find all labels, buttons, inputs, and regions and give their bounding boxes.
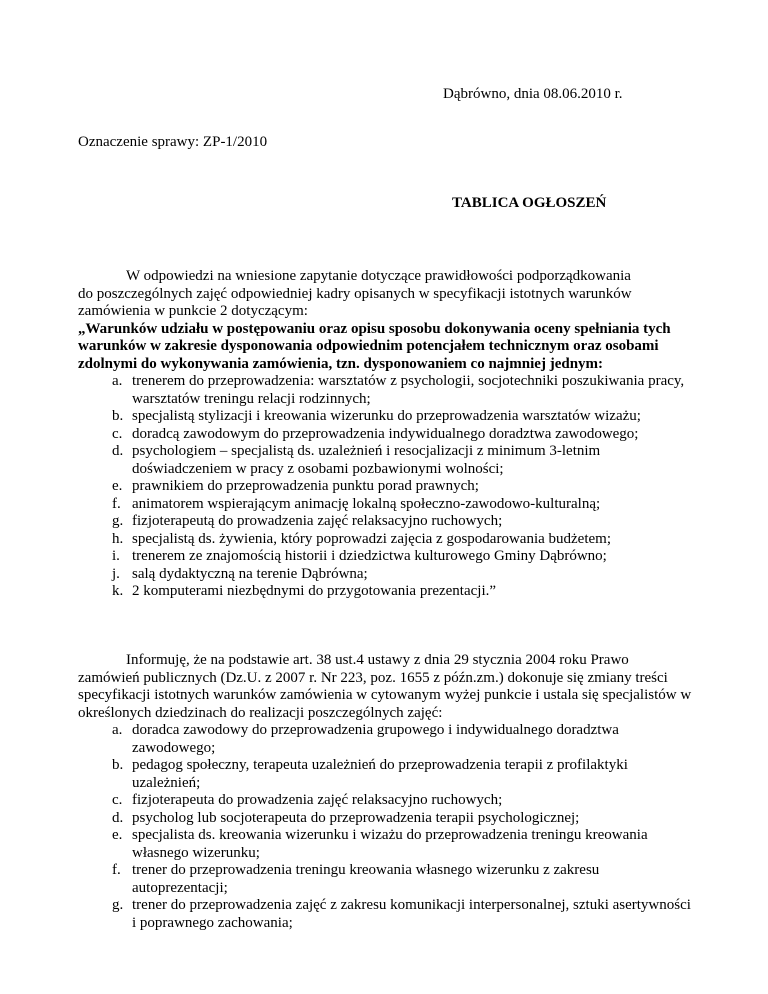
list-letter: k. [112,583,124,599]
list-text: doradca zawodowy do przeprowadzenia grupowego i indywidualnego doradztwa zawodowego; [132,722,619,756]
intro-paragraph [78,268,698,321]
list-letter: d. [112,443,124,459]
quoted-condition: „Warunków udziału w postępowaniu oraz opisu sposobu dokonywania oceny spełniania tych warunków w zakresie dysponowania odpowiednim potencjałem technicznym oraz osobami zdolnymi do wykonywania zamówienia, tzn. dysponowaniem co najmniej jednym: [78,320,671,372]
list-letter: e. [112,478,123,494]
list-text: prawnikiem do przeprowadzenia punktu porad prawnych; [132,478,479,494]
list-text: fizjoterapeutą do prowadzenia zajęć relaksacyjno ruchowych; [132,513,503,529]
list-letter: a. [112,373,123,389]
list-item [78,426,698,444]
list-text: psychologiem – specjalistą ds. uzależnień i resocjalizacji z minimum 3-letnim doświadczeniem w pracy z osobami pozbawionymi wolności; [132,443,601,477]
list-item [78,897,698,932]
list-text: psycholog lub socjoterapeuta do przeprowadzenia terapii psychologicznej; [132,809,580,826]
list-item [78,496,698,514]
list-text: pedagog społeczny, terapeuta uzależnień do przeprowadzenia terapii z profilaktyki uzależnień; [132,757,628,791]
list-item [78,827,698,862]
list-item [78,443,698,478]
list-text: specjalistą stylizacji i kreowania wizerunku do przeprowadzenia warsztatów wizażu; [132,408,641,424]
list-item [78,583,698,601]
list-letter: g. [112,513,124,529]
list-letter: f. [112,862,121,878]
amendment-rest: zamówień publicznych (Dz.U. z 2007 r. Nr 223, poz. 1655 z późn.zm.) dokonuje się zmiany treści specyfikacji istotnych warunków zamówienia w cytowanym wyżej punkcie i ustala się specjalistów w określonych dziedzinach do realizacji poszczególnych zajęć: [78,669,692,721]
list-letter: c. [112,425,123,442]
list-letter: h. [112,530,124,547]
list-text: trenerem ze znajomością historii i dziedzictwa kulturowego Gminy Dąbrówno; [132,548,607,564]
list-item [78,478,698,496]
section-inquiry [78,268,698,601]
list-letter: b. [112,757,124,773]
list-letter: f. [112,495,121,512]
specialists-list [78,722,698,932]
date-line: Dąbrówno, dnia 08.06.2010 r. [443,86,623,102]
requirements-list [78,373,698,601]
list-text: doradcą zawodowym do przeprowadzenia indywidualnego doradztwa zawodowego; [132,425,639,442]
list-item [78,792,698,810]
list-text: fizjoterapeuta do prowadzenia zajęć relaksacyjno ruchowych; [132,792,503,808]
list-letter: g. [112,897,124,913]
section-amendment [78,652,698,932]
list-item [78,566,698,584]
list-text: trener do przeprowadzenia treningu kreowania własnego wizerunku z zakresu autoprezentacji; [132,862,600,896]
list-text: 2 komputerami niezbędnymi do przygotowania prezentacji.” [132,583,497,599]
list-item [78,722,698,757]
list-letter: j. [112,565,120,582]
list-letter: e. [112,827,123,843]
list-item [78,548,698,566]
list-letter: i. [112,548,120,564]
case-reference: Oznaczenie sprawy: ZP-1/2010 [78,134,268,150]
list-text: trener do przeprowadzenia zajęć z zakresu komunikacji interpersonalnej, sztuki asertywności i poprawnego zachowania; [132,897,691,931]
list-item [78,373,698,408]
list-text: specjalistą ds. żywienia, który poprowadzi zajęcia z gospodarowania budżetem; [132,530,611,547]
list-item [78,513,698,531]
list-item [78,810,698,828]
amendment-first-line: Informuję, że na podstawie art. 38 ust.4 ustawy z dnia 29 stycznia 2004 roku Prawo [126,652,629,668]
list-text: animatorem wspierającym animację lokalną społeczno-zawodowo-kulturalną; [132,495,601,512]
intro-first-line: W odpowiedzi na wniesione zapytanie dotyczące prawidłowości podporządkowania [126,268,631,284]
list-item [78,862,698,897]
amendment-paragraph [78,652,698,722]
intro-rest: do poszczególnych zajęć odpowiedniej kadry opisanych w specyfikacji istotnych warunków zamówienia w punkcie 2 dotyczącym: [78,285,632,319]
list-text: trenerem do przeprowadzenia: warsztatów z psychologii, socjotechniki poszukiwania pracy, warsztatów treningu relacji rodzinnych; [132,373,685,407]
list-item [78,531,698,549]
list-item [78,757,698,792]
list-letter: c. [112,792,123,808]
list-text: specjalista ds. kreowania wizerunku i wizażu do przeprowadzenia treningu kreowania własnego wizerunku; [132,827,648,861]
list-text: salą dydaktyczną na terenie Dąbrówna; [132,565,368,582]
list-letter: b. [112,408,124,424]
list-item [78,408,698,426]
list-letter: a. [112,722,123,738]
list-letter: d. [112,809,124,826]
page-title: TABLICA OGŁOSZEŃ [452,195,607,211]
